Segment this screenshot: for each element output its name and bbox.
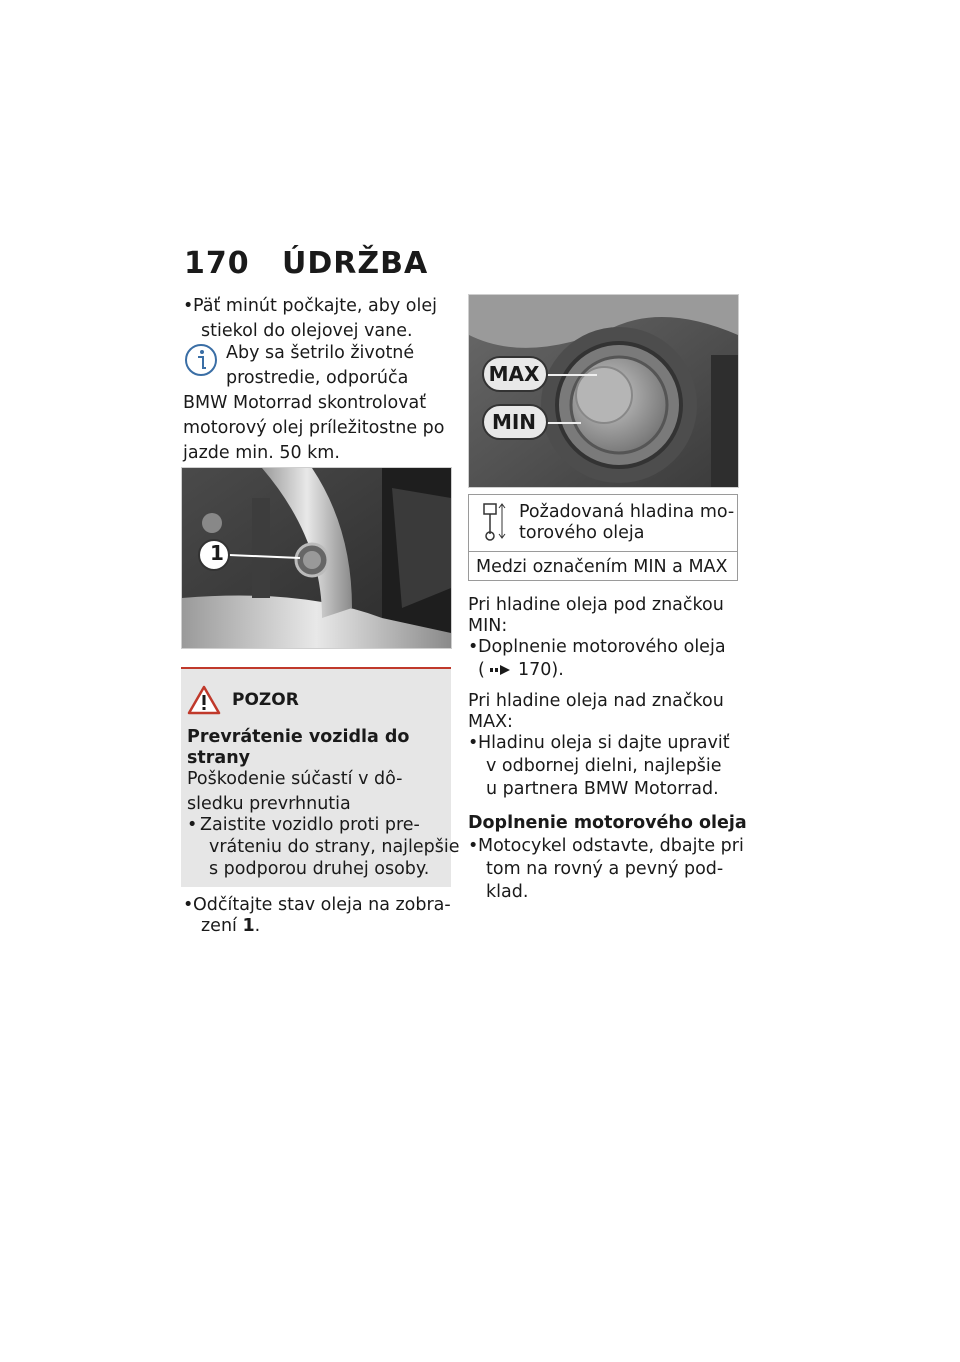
section-heading: Doplnenie motorového oleja xyxy=(468,813,747,833)
text-line: stiekol do olejovej vane. xyxy=(201,321,413,341)
bullet-text: Odčítajte stav oleja na zobra- xyxy=(193,895,451,915)
text: zení xyxy=(201,916,243,936)
callout-ref: 1 xyxy=(242,916,255,936)
label-max: MAX xyxy=(488,362,540,386)
label-min: MIN xyxy=(491,410,537,434)
condition-text: Pri hladine oleja nad značkou xyxy=(468,691,724,711)
warning-text: Poškodenie súčastí v dô- xyxy=(187,769,403,789)
warning-text: sledku prevrhnutia xyxy=(187,794,351,814)
bullet-dot: • xyxy=(183,296,194,316)
condition-text: MAX: xyxy=(468,712,513,732)
page-ref-number[interactable]: 170). xyxy=(517,660,564,680)
note-line: motorový olej príležitostne po xyxy=(183,418,445,438)
page-reference xyxy=(478,658,564,683)
warning-label: POZOR xyxy=(232,690,299,710)
arrow-right-icon xyxy=(490,663,512,677)
callout-1: 1 xyxy=(210,541,224,565)
bullet-text: tom na rovný a pevný pod- xyxy=(486,859,724,879)
text-line: Päť minút počkajte, aby olej xyxy=(193,296,437,316)
bullet-dot: • xyxy=(468,836,479,856)
paren: ( xyxy=(478,660,485,680)
bullet-text: Doplnenie motorového oleja xyxy=(478,637,726,657)
warning-sub-text: Zaistite vozidlo proti pre- xyxy=(200,815,420,835)
info-icon xyxy=(183,342,219,378)
page-number: 170 xyxy=(184,246,250,281)
bullet-text: klad. xyxy=(486,882,529,902)
condition-text: MIN: xyxy=(468,616,508,636)
note-line: Aby sa šetrilo životné xyxy=(226,343,415,363)
bullet-text-line2 xyxy=(201,914,260,939)
bullet-text: Motocykel odstavte, dbajte pri xyxy=(478,836,744,856)
note-line: jazde min. 50 km. xyxy=(183,443,340,463)
section-title: ÚDRŽBA xyxy=(282,246,429,281)
warning-heading: strany xyxy=(187,748,251,768)
bullet-dot: • xyxy=(468,637,479,657)
warning-heading: Prevrátenie vozidla do xyxy=(187,727,410,747)
warning-sub-text: vráteniu do strany, najlepšie xyxy=(209,837,460,857)
spec-table-value: Medzi označením MIN a MAX xyxy=(476,557,728,577)
bullet-text xyxy=(193,294,437,344)
bullet-dot: • xyxy=(468,733,479,753)
note-line: prostredie, odporúča xyxy=(226,368,409,388)
spec-table-header: torového oleja xyxy=(519,523,645,543)
spec-table-header: Požadovaná hladina mo- xyxy=(519,502,735,522)
note-line: BMW Motorrad skontrolovať xyxy=(183,393,427,413)
spec-table-divider xyxy=(468,551,738,552)
oil-level-sight-glass-photo xyxy=(468,294,739,488)
condition-text: Pri hladine oleja pod značkou xyxy=(468,595,724,615)
bullet-dot: • xyxy=(183,895,194,915)
bullet-text: Hladinu oleja si dajte upraviť xyxy=(478,733,730,753)
bullet-text: v odbornej dielni, najlepšie xyxy=(486,756,722,776)
warning-sub-dot: • xyxy=(187,815,198,835)
text: . xyxy=(254,916,261,936)
warning-sub-text: s podporou druhej osoby. xyxy=(209,859,430,879)
bullet-text: u partnera BMW Motorrad. xyxy=(486,779,719,799)
warning-triangle-icon xyxy=(187,685,221,715)
oil-level-icon xyxy=(480,500,510,542)
